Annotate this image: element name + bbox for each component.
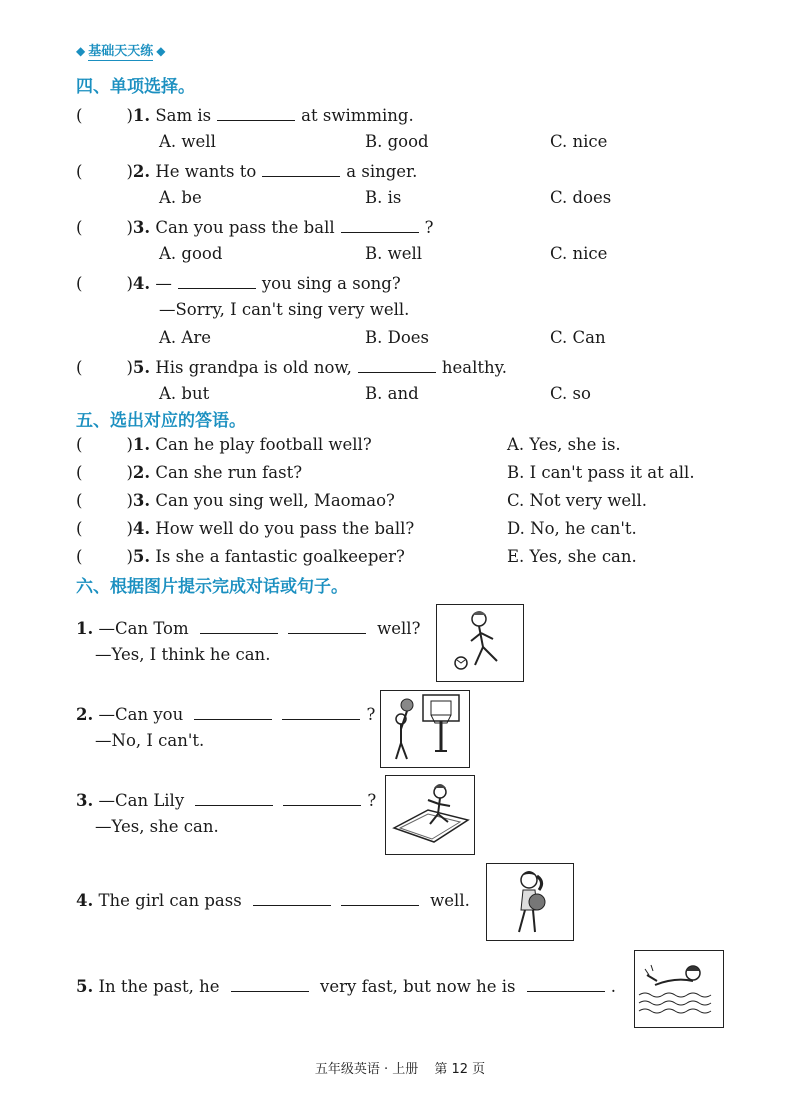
answer-blank[interactable] (341, 216, 419, 233)
item-number: 1. (76, 619, 94, 638)
answer-blank[interactable] (195, 789, 273, 806)
s5-question-3 (76, 491, 395, 510)
item-text: very fast, but now he is (320, 977, 516, 996)
answer-blank[interactable] (194, 703, 272, 720)
option-a[interactable]: A. well (159, 132, 216, 151)
s4-question-1 (76, 104, 414, 125)
answer-paren[interactable]: ( (76, 547, 83, 566)
girl-holding-ball-picture (486, 863, 574, 941)
paren-close: ) (126, 519, 133, 538)
question-number: 4. (132, 274, 151, 293)
question-text: Can he play football well? (155, 435, 372, 454)
s5-answer-option: B. I can't pass it at all. (507, 463, 695, 482)
page-footer (0, 1058, 800, 1077)
question-number: 5. (132, 547, 151, 566)
paren-close: ) (126, 218, 133, 237)
paren-close: ) (126, 106, 133, 125)
item-text: In the past, he (98, 977, 220, 996)
s5-answer-option: D. No, he can't. (507, 519, 637, 538)
item-text: well? (377, 619, 421, 638)
option-b[interactable]: B. well (365, 244, 423, 263)
item-text: The girl can pass (98, 891, 242, 910)
paren-close: ) (126, 463, 133, 482)
item-text: —Can Lily (98, 791, 185, 810)
question-text: healthy. (441, 358, 507, 377)
answer-paren[interactable]: ( (76, 218, 83, 237)
option-a[interactable]: A. good (159, 244, 223, 263)
answer-paren[interactable]: ( (76, 274, 83, 293)
exercise-header-tag (76, 40, 165, 61)
item-text: ? (366, 705, 376, 724)
question-text: Is she a fantastic goalkeeper? (155, 547, 405, 566)
answer-blank[interactable] (527, 975, 605, 992)
paren-close: ) (126, 162, 133, 181)
question-text: Can you sing well, Maomao? (155, 491, 395, 510)
answer-blank[interactable] (217, 104, 295, 121)
item-number: 5. (76, 977, 94, 996)
item-text: well. (430, 891, 470, 910)
question-text: you sing a song? (261, 274, 401, 293)
question-number: 3. (132, 218, 151, 237)
option-c[interactable]: C. so (550, 384, 591, 403)
answer-paren[interactable]: ( (76, 519, 83, 538)
question-text: How well do you pass the ball? (155, 519, 415, 538)
option-c[interactable]: C. does (550, 188, 612, 207)
s6-item-5 (76, 975, 616, 996)
boy-playing-football-picture (436, 604, 524, 682)
option-c[interactable]: C. Can (550, 328, 606, 347)
answer-blank[interactable] (231, 975, 309, 992)
answer-blank[interactable] (178, 272, 256, 289)
s4-question-4 (76, 272, 401, 293)
question-text: ? (424, 218, 434, 237)
question-text: Can you pass the ball (155, 218, 335, 237)
item-text: ? (367, 791, 377, 810)
basketball-hoop-picture (380, 690, 470, 768)
s5-answer-option: A. Yes, she is. (507, 435, 621, 454)
question-text: — (155, 274, 172, 293)
s4-question-3 (76, 216, 433, 237)
question-text: Sam is (155, 106, 212, 125)
question-text: His grandpa is old now, (155, 358, 352, 377)
item-number: 2. (76, 705, 94, 724)
s5-question-2 (76, 463, 302, 482)
paren-close: ) (126, 491, 133, 510)
s6-item-4 (76, 889, 470, 910)
s5-question-5 (76, 547, 405, 566)
man-swimming-picture (634, 950, 724, 1028)
question-text: at swimming. (301, 106, 414, 125)
answer-paren[interactable]: ( (76, 463, 83, 482)
option-a[interactable]: A. Are (159, 328, 211, 347)
question-text: a singer. (346, 162, 418, 181)
answer-paren[interactable]: ( (76, 162, 83, 181)
answer-paren[interactable]: ( (76, 435, 83, 454)
item-number: 3. (76, 791, 94, 810)
s6-item-2 (76, 703, 375, 724)
s6-item-3 (76, 789, 376, 810)
option-c[interactable]: C. nice (550, 244, 608, 263)
option-a[interactable]: A. be (159, 188, 202, 207)
s4-question-2 (76, 160, 417, 181)
question-number: 1. (132, 435, 151, 454)
question-number: 1. (132, 106, 151, 125)
s5-answer-option: E. Yes, she can. (507, 547, 637, 566)
option-b[interactable]: B. Does (365, 328, 430, 347)
girl-dancing-picture (385, 775, 475, 855)
footer-page-number: 第 12 页 (434, 1062, 486, 1077)
item-text: —Can Tom (98, 619, 189, 638)
item-number: 4. (76, 891, 94, 910)
paren-close: ) (126, 274, 133, 293)
paren-close: ) (126, 435, 133, 454)
question-number: 2. (132, 162, 151, 181)
option-a[interactable]: A. but (159, 384, 210, 403)
s5-question-4 (76, 519, 414, 538)
s4-question-5 (76, 356, 507, 377)
paren-close: ) (126, 358, 133, 377)
s6-item-1 (76, 617, 420, 638)
answer-blank[interactable] (262, 160, 340, 177)
item-text: . (610, 977, 616, 996)
diamond-icon: ◆ (76, 43, 86, 58)
answer-blank[interactable] (282, 703, 360, 720)
answer-paren[interactable]: ( (76, 358, 83, 377)
section-4-title: 四、单项选择。 (76, 77, 195, 97)
question-number: 5. (132, 358, 151, 377)
s6-item-1-reply: —Yes, I think he can. (95, 645, 271, 664)
diamond-icon: ◆ (156, 43, 166, 58)
answer-blank[interactable] (288, 617, 366, 634)
s6-item-2-reply: —No, I can't. (95, 731, 205, 750)
question-number: 3. (132, 491, 151, 510)
option-c[interactable]: C. nice (550, 132, 608, 151)
paren-close: ) (126, 547, 133, 566)
question-text: He wants to (155, 162, 257, 181)
answer-blank[interactable] (200, 617, 278, 634)
section-5-title: 五、选出对应的答语。 (76, 411, 246, 431)
answer-paren[interactable]: ( (76, 106, 83, 125)
answer-paren[interactable]: ( (76, 491, 83, 510)
option-b[interactable]: B. and (365, 384, 419, 403)
section-6-title: 六、根据图片提示完成对话或句子。 (76, 577, 348, 597)
option-b[interactable]: B. is (365, 188, 402, 207)
answer-blank[interactable] (253, 889, 331, 906)
s5-question-1 (76, 435, 372, 454)
question-number: 2. (132, 463, 151, 482)
answer-blank[interactable] (283, 789, 361, 806)
question-text: Can she run fast? (155, 463, 303, 482)
answer-blank[interactable] (341, 889, 419, 906)
s5-answer-option: C. Not very well. (507, 491, 648, 510)
header-tag-label: 基础天天练 (88, 40, 153, 61)
answer-blank[interactable] (358, 356, 436, 373)
s4-question-4-line2: —Sorry, I can't sing very well. (159, 300, 410, 319)
footer-grade: 五年级英语 · 上册 (314, 1062, 419, 1077)
option-b[interactable]: B. good (365, 132, 429, 151)
s6-item-3-reply: —Yes, she can. (95, 817, 219, 836)
item-text: —Can you (98, 705, 184, 724)
question-number: 4. (132, 519, 151, 538)
